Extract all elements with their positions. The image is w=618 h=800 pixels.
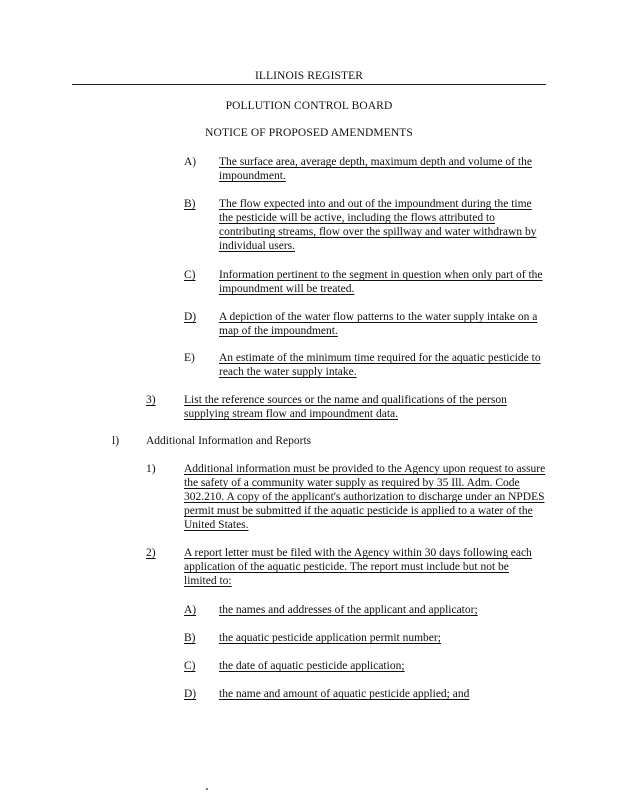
section-l-title: Additional Information and Reports	[146, 435, 312, 447]
header-rule	[72, 84, 546, 85]
item-b-text: The flow expected into and out of the impoundment during the time the pesticide will be active, including the flows attributed to contributing streams, flow over the spillway and water withdrawn by individual users.	[219, 198, 537, 252]
section-l-subitem-a-label: A)	[184, 604, 197, 616]
section-l-subitem-a-text: the names and addresses of the applicant and applicator;	[219, 604, 478, 616]
scan-speck	[206, 788, 208, 790]
section-l-subitem-b-text: the aquatic pesticide application permit number;	[219, 632, 441, 644]
item-a-label: A)	[184, 156, 197, 168]
section-l-item-1-text: Additional information must be provided to the Agency upon request to assure the safety of a community water supply as required by 35 Ill. Adm. Code 302.210. A copy of the applicant's authorization to discharge under an NPDES permit must be submitted if the aquatic pesticide is applied to a water of the United States.	[184, 463, 546, 531]
section-l-subitem-d-text: the name and amount of aquatic pesticide applied; and	[219, 688, 470, 700]
item-a-text: The surface area, average depth, maximum depth and volume of the impoundment.	[219, 156, 532, 182]
section-l-item-2-label: 2)	[146, 547, 156, 559]
section-l-subitem-d-label: D)	[184, 688, 197, 700]
item-c-text: Information pertinent to the segment in question when only part of the impoundment will be treated.	[219, 269, 543, 295]
board-title: POLLUTION CONTROL BOARD	[225, 100, 393, 112]
item-d-text: A depiction of the water flow patterns to the water supply intake on a map of the impoundment.	[219, 311, 538, 337]
item-3-label: 3)	[146, 394, 156, 406]
item-c-label: C)	[184, 269, 196, 281]
section-l-item-1-label: 1)	[146, 463, 156, 475]
section-l-item-2-text: A report letter must be filed with the Agency within 30 days following each application of the aquatic pesticide. The report must include but not be limited to:	[184, 547, 532, 587]
notice-title: NOTICE OF PROPOSED AMENDMENTS	[205, 127, 413, 139]
section-l-subitem-b-label: B)	[184, 632, 196, 644]
section-l-subitem-c-label: C)	[184, 660, 196, 672]
section-l-label: l)	[112, 435, 120, 447]
item-e-label: E)	[184, 352, 195, 364]
register-title: ILLINOIS REGISTER	[254, 70, 364, 82]
item-e-text: An estimate of the minimum time required for the aquatic pesticide to reach the water supply intake.	[219, 352, 541, 378]
section-l-subitem-c-text: the date of aquatic pesticide application;	[219, 660, 405, 672]
item-b-label: B)	[184, 198, 196, 210]
item-3-text: List the reference sources or the name and qualifications of the person supplying stream flow and impoundment data.	[184, 394, 507, 420]
item-d-label: D)	[184, 311, 197, 323]
